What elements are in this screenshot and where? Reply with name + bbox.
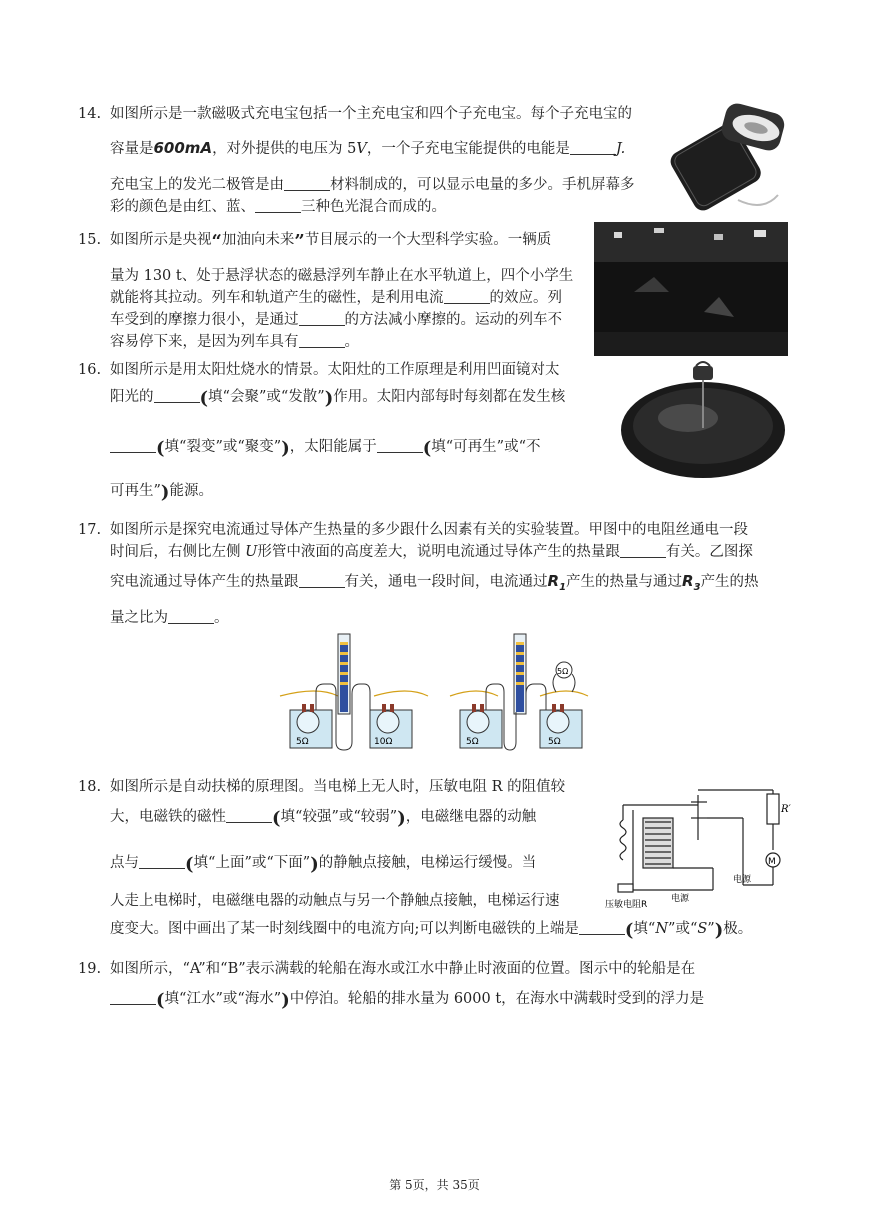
question-number: 17. <box>78 522 102 538</box>
q19-line-2: (填“江水”或“海水”)中停泊。轮船的排水量为 6000 t，在海水中满载时受到的浮力是 <box>110 988 704 1012</box>
question-19 <box>78 958 798 1011</box>
answer-blank[interactable] <box>168 609 214 624</box>
q15-line-3: 就能将其拉动。列车和轨道产生的磁性，是利用电流 的效应。列 <box>110 290 562 306</box>
question-number: 19. <box>78 961 102 977</box>
solar-cooker-figure <box>618 358 788 480</box>
question-number: 16. <box>78 362 102 378</box>
answer-blank[interactable] <box>110 990 156 1005</box>
q14-line-4: 彩的颜色是由红、蓝、 三种色光混合而成的。 <box>110 199 446 215</box>
q14-line-1: 如图所示是一款磁吸式充电宝包括一个主充电宝和四个子充电宝。每个子充电宝的 <box>110 106 632 122</box>
answer-blank[interactable] <box>377 438 423 453</box>
question-17 <box>78 519 798 624</box>
power-bank-figure <box>668 100 788 215</box>
motor-label: M <box>768 857 776 867</box>
answer-blank[interactable] <box>226 808 272 823</box>
q14-line-2: 容量是600mA，对外提供的电压为 5V，一个子充电宝能提供的电能是 J. <box>110 139 626 157</box>
power-source-label-right: 电源 <box>733 875 752 885</box>
answer-blank[interactable] <box>620 543 666 558</box>
r-prime-label: R′ <box>781 804 791 815</box>
q17-line-2: 时间后，右侧比左侧 U形管中液面的高度差大，说明电流通过导体产生的热量跟 有关。乙图探 <box>110 544 753 560</box>
capacity-formula: 600mA <box>153 139 213 157</box>
q14-line-3: 充电宝上的发光二极管是由 材料制成的，可以显示电量的多少。手机屏幕多 <box>110 177 635 193</box>
answer-blank[interactable] <box>255 198 301 213</box>
q18-line-1: 如图所示是自动扶梯的原理图。当电梯上无人时，压敏电阻 R 的阻值较 <box>110 779 566 795</box>
page-footer: 第 5页，共 35页 <box>389 1178 480 1192</box>
resistor-r3-label: $R_3$ <box>682 572 701 593</box>
q15-line-5: 容易停下来，是因为列车具有 。 <box>110 334 359 350</box>
right-r2-label: 5Ω <box>548 737 561 747</box>
resistor-r1-label: $R_1$ <box>547 572 567 593</box>
pressure-resistor-label: 压敏电阻R <box>605 900 648 910</box>
q17-line-3: 究电流通过导体产生的热量跟 有关，通电一段时间，电流通过$R_1$产生的热量与通过$R_3$产生的热 <box>110 572 759 593</box>
answer-blank[interactable] <box>139 854 185 869</box>
answer-blank[interactable] <box>299 311 345 326</box>
q16-line-2: 阳光的 (填“会聚”或“发散”)作用。太阳内部每时每刻都在发生核 <box>110 388 566 409</box>
heat-experiment-figure <box>278 632 598 752</box>
answer-blank[interactable] <box>110 438 156 453</box>
answer-blank[interactable] <box>284 176 330 191</box>
q15-line-4: 车受到的摩擦力很小，是通过 的方法减小摩擦的。运动的列车不 <box>110 312 562 328</box>
q18-line-2: 大，电磁铁的磁性 (填“较强”或“较弱”)，电磁继电器的动触 <box>110 808 537 829</box>
answer-blank[interactable] <box>579 920 625 935</box>
q17-line-1: 如图所示是探究电流通过导体产生热量的多少跟什么因素有关的实验装置。甲图中的电阻丝通电一段 <box>110 522 748 538</box>
question-15 <box>78 229 598 354</box>
q19-line-1: 如图所示，“A”和“B”表示满载的轮船在海水或江水中静止时液面的位置。图示中的轮船是在 <box>110 961 696 977</box>
q16-line-4: 可再生”)能源。 <box>110 482 213 503</box>
answer-blank[interactable] <box>154 388 200 403</box>
right-r3-label: 5Ω <box>557 667 569 676</box>
q18-line-3: 点与 (填“上面”或“下面”)的静触点接触，电梯运行缓慢。当 <box>110 854 537 875</box>
question-14 <box>78 103 658 218</box>
question-16 <box>78 359 618 504</box>
maglev-photo <box>594 222 788 356</box>
q18-line-4: 人走上电梯时，电磁继电器的动触点与另一个静触点接触，电梯运行速 <box>110 893 560 909</box>
power-source-label-left: 电源 <box>671 894 690 904</box>
q18-line-5: 度变大。图中画出了某一时刻线圈中的电流方向;可以判断电磁铁的上端是 (填“N”或“S”)极。 <box>110 920 753 941</box>
question-number: 14. <box>78 106 102 122</box>
answer-blank[interactable] <box>299 333 345 348</box>
left-r2-label: 10Ω <box>374 737 393 747</box>
relay-circuit-figure <box>603 780 791 910</box>
answer-blank[interactable] <box>444 289 490 304</box>
question-number: 15. <box>78 232 102 248</box>
question-number: 18. <box>78 779 102 795</box>
q15-line-2: 量为 130 t、处于悬浮状态的磁悬浮列车静止在水平轨道上，四个小学生 <box>110 268 574 284</box>
q16-line-1: 如图所示是用太阳灶烧水的情景。太阳灶的工作原理是利用凹面镜对太 <box>110 362 560 378</box>
q16-line-3: (填“裂变”或“聚变”)，太阳能属于 (填“可再生”或“不 <box>110 436 541 460</box>
q17-line-4: 量之比为 。 <box>110 610 229 626</box>
q15-line-1: 如图所示是央视“加油向未来”节目展示的一个大型科学实验。一辆质 <box>110 231 552 252</box>
right-r1-label: 5Ω <box>466 737 479 747</box>
answer-blank[interactable] <box>299 573 345 588</box>
left-r1-label: 5Ω <box>296 737 309 747</box>
answer-blank[interactable] <box>570 140 616 155</box>
